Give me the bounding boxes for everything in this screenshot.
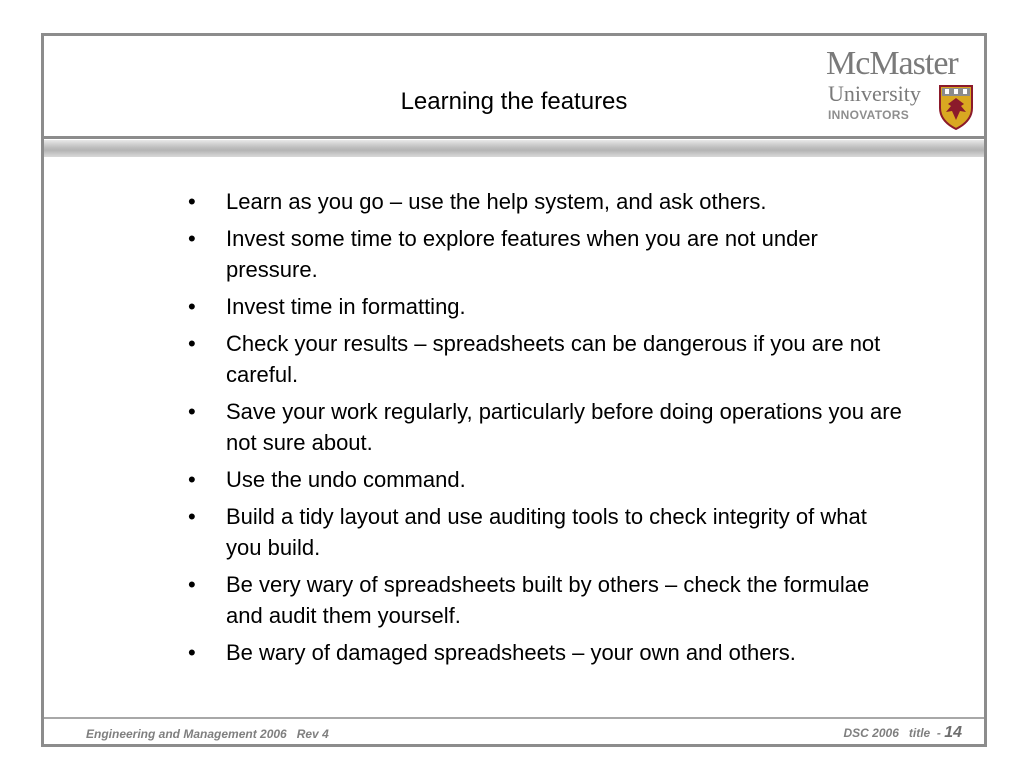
bullet-text: Learn as you go – use the help system, and ask others. [226, 189, 767, 214]
logo-university: University [828, 81, 921, 106]
bullet-list [188, 186, 908, 674]
footer-label: DSC 2006 title - [843, 726, 945, 740]
bullet-text: Invest some time to explore features when you are not under pressure. [226, 226, 818, 282]
logo-wordmark: McMaster [826, 45, 958, 82]
title-divider [44, 136, 984, 139]
mcmaster-logo [826, 42, 986, 132]
bullet-item: • Save your work regularly, particularly before doing operations you are not sure about. [188, 399, 902, 455]
bullet-text: Build a tidy layout and use auditing tools to check integrity of what you build. [226, 504, 867, 560]
bullet-item: • Invest some time to explore features when you are not under pressure. [188, 226, 818, 282]
page-number: 14 [944, 724, 962, 741]
bullet-text: Be very wary of spreadsheets built by others – check the formulae and audit them yourself. [226, 572, 870, 628]
footer-divider [44, 717, 984, 719]
bullet-item: • Invest time in formatting. [188, 294, 466, 319]
crest-icon [938, 84, 974, 130]
slide-title: Learning the features [400, 88, 628, 115]
slide-frame [41, 33, 987, 747]
bullet-text: Be wary of damaged spreadsheets – your own and others. [226, 640, 796, 665]
bullet-text: Use the undo command. [226, 467, 466, 492]
bullet-item: • Learn as you go – use the help system, and ask others. [188, 189, 767, 214]
bullet-item: • Be wary of damaged spreadsheets – your own and others. [188, 640, 796, 665]
footer-course: Engineering and Management 2006 Rev 4 [86, 727, 329, 741]
bullet-text: Save your work regularly, particularly before doing operations you are not sure about. [226, 399, 902, 455]
bullet-item: • Check your results – spreadsheets can be dangerous if you are not careful. [188, 331, 881, 387]
bullet-item: • Be very wary of spreadsheets built by others – check the formulae and audit them yourself. [188, 572, 870, 628]
header-band [44, 140, 984, 157]
bullet-item: • Build a tidy layout and use auditing tools to check integrity of what you build. [188, 504, 867, 560]
bullet-text: Check your results – spreadsheets can be dangerous if you are not careful. [226, 331, 881, 387]
bullet-item: • Use the undo command. [188, 467, 466, 492]
logo-tagline: INNOVATORS [828, 108, 910, 122]
footer-page-info [844, 724, 963, 742]
bullet-text: Invest time in formatting. [226, 294, 466, 319]
